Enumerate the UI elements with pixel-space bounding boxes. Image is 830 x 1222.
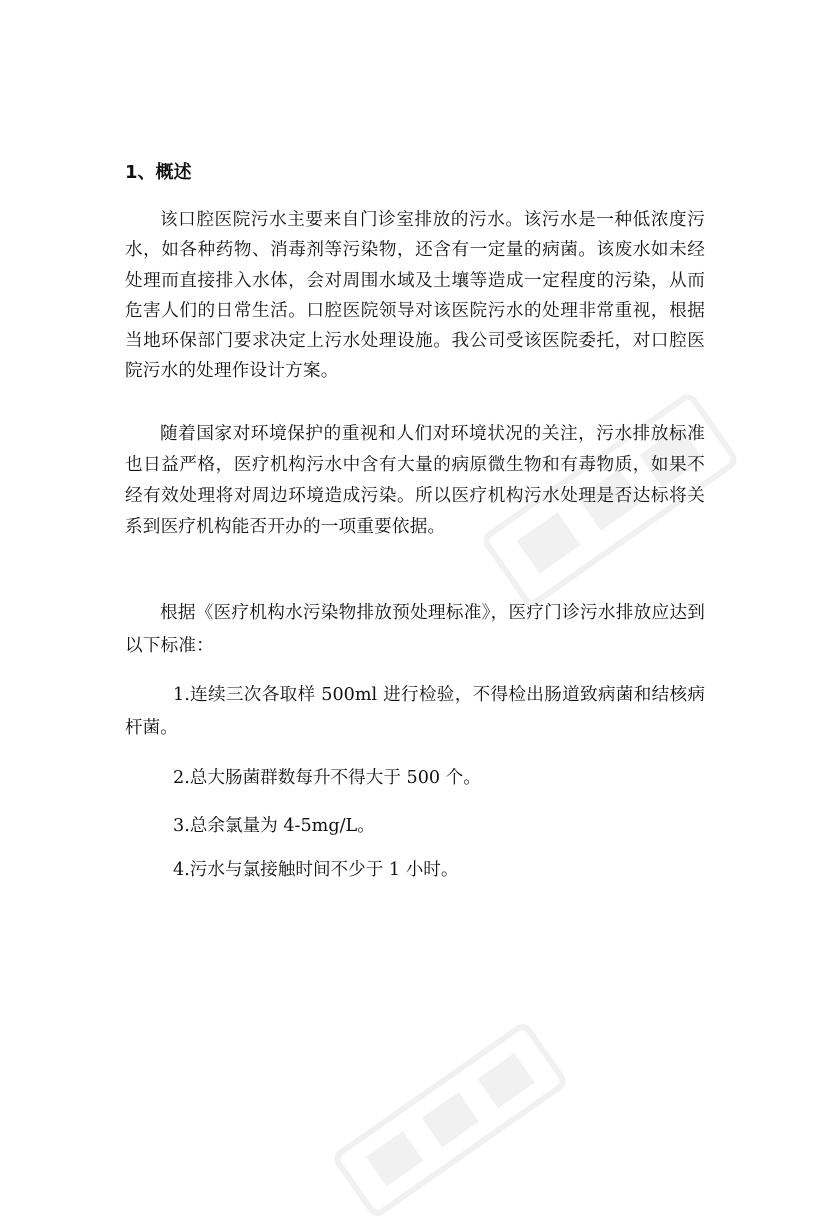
paragraph-standard-intro: 根据《医疗机构水污染物排放预处理标准》，医疗门诊污水排放应达到以下标准： (125, 603, 705, 656)
standard-item: 1.连续三次各取样 500ml 进行检验，不得检出肠道致病菌和结核病杆菌。 (125, 685, 705, 738)
section-heading: 1、概述 (125, 162, 192, 183)
watermark-stamp-icon (329, 1018, 571, 1221)
paragraph-background: 随着国家对环境保护的重视和人们对环境状况的关注，污水排放标准也日益严格，医疗机构污水中含有大量的病原微生物和有毒物质，如果不经有效处理将对周边环境造成污染。所以医疗机构污水处理是否达标将关系到医疗机构能否开办的一项重要依据。 (125, 424, 705, 537)
standard-item: 4.污水与氯接触时间不少于 1 小时。 (173, 860, 459, 880)
paragraph-overview: 该口腔医院污水主要来自门诊室排放的污水。该污水是一种低浓度污水，如各种药物、消毒剂等污染物，还含有一定量的病菌。该废水如未经处理而直接排入水体，会对周围水域及土壤等造成一定程度的污染，从而危害人们的日常生活。口腔医院领导对该医院污水的处理非常重视，根据当地环保部门要求决定上污水处理设施。我公司受该医院委托，对口腔医院污水的处理作设计方案。 (125, 210, 705, 382)
standard-item: 2.总大肠菌群数每升不得大于 500 个。 (173, 768, 481, 788)
standard-item: 3.总余氯量为 4-5mg/L。 (173, 816, 375, 836)
